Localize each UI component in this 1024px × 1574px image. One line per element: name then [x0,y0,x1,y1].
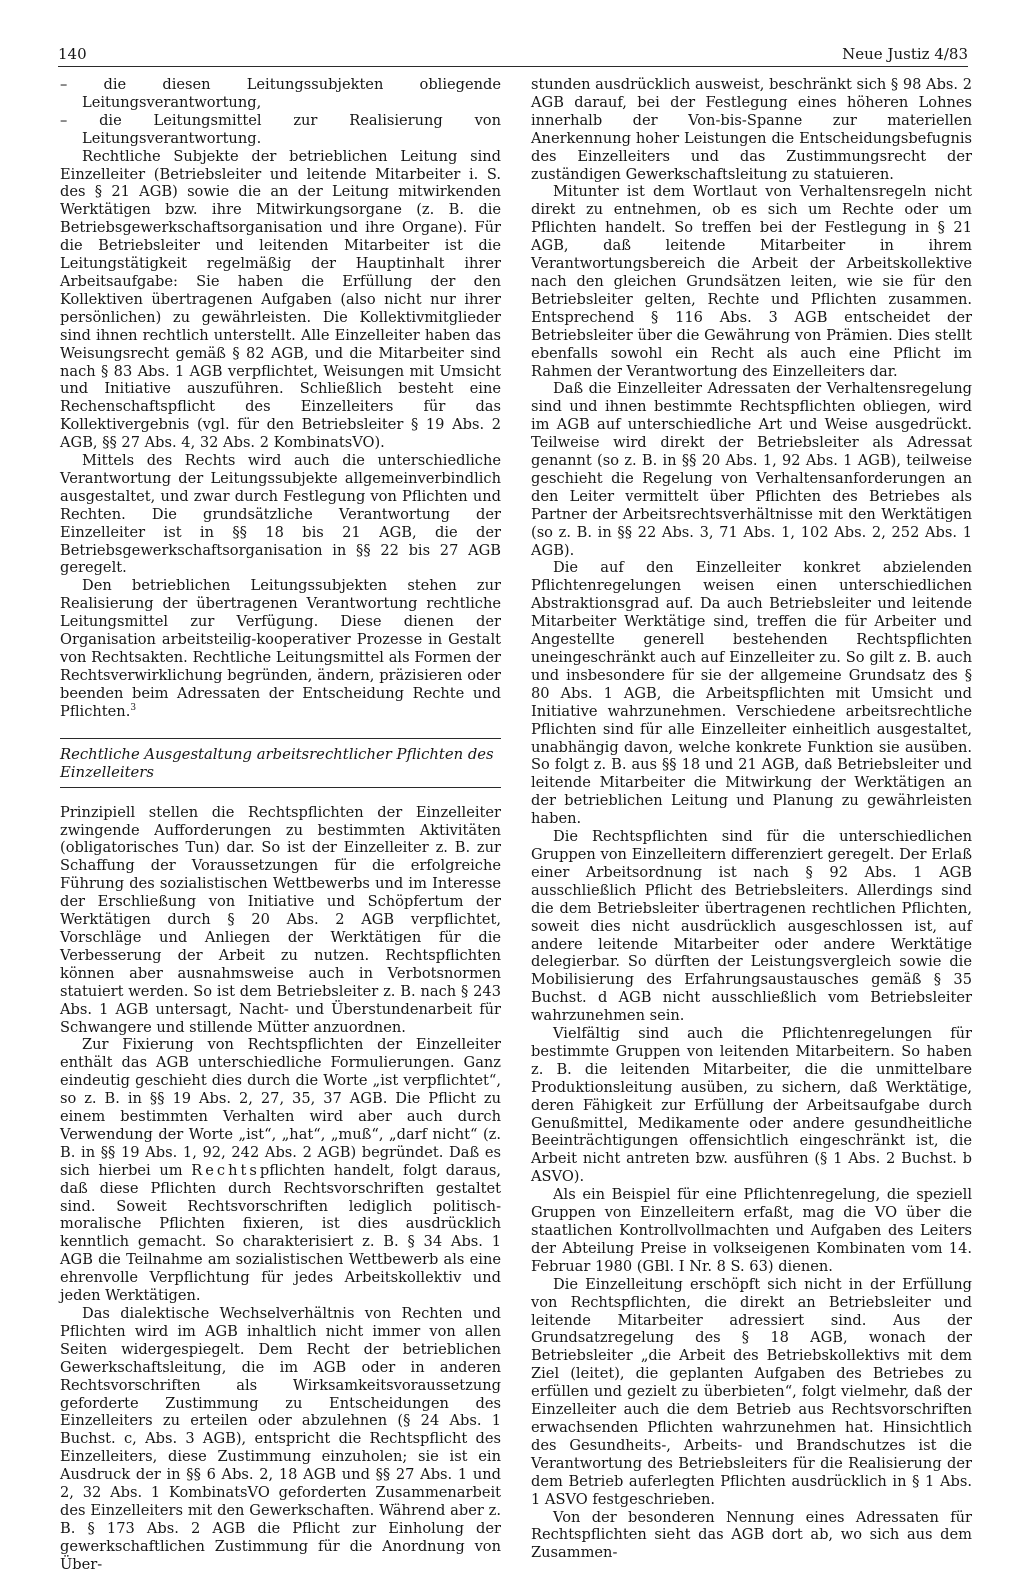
paragraph: Rechtliche Subjekte der betrieblichen Leitung sind Einzelleiter (Betriebsleiter und leitende Mitarbeiter i. S. des § 21 AGB) sowie die an der Leitung mitwirkenden Werktätigen bzw. ihre Mitwirkungsorgane (z. B. die Betriebsgewerkschaftsorganisation und ihre Organe). Für die Betriebsleiter und leitenden Mitarbeiter ist die Leitungstätigkeit regelmäßig der Hauptinhalt ihrer Arbeitsaufgabe: Sie haben die Erfüllung der den Kollektiven übertragenen Aufgaben (also nicht nur ihrer persönlichen) zu gewährleisten. Die Kollektivmitglieder sind ihnen rechtlich unterstellt. Alle Einzelleiter haben das Weisungsrecht gemäß § 82 AGB, und die Mitarbeiter sind nach § 83 Abs. 1 AGB verpflichtet, Weisungen mit Umsicht und Initiative auszuführen. Schließlich besteht eine Rechenschaftspflicht des Einzelleiters für das Kollektivergebnis (vgl. für den Betriebsleiter § 19 Abs. 2 AGB, §§ 27 Abs. 4, 32 Abs. 2 KombinatsVO). [60,147,501,452]
paragraph: Als ein Beispiel für eine Pflichtenregelung, die speziell Gruppen von Einzelleitern erfaßt, mag die VO über die staatlichen Kontrollvollmachten und Aufgaben des Leiters der Abteilung Preise in volkseigenen Kombinaten vom 14. Februar 1980 (GBl. I Nr. 8 S. 63) dienen. [531,1186,972,1275]
journal-issue: Neue Justiz 4/83 [842,45,968,63]
paragraph [60,1036,501,1305]
paragraph: Mittels des Rechts wird auch die unterschiedliche Verantwortung der Leitungssubjekte allgemeinverbindlich ausgestaltet, und zwar durch Festlegung von Pflichten und Rechten. Die grundsätzliche Verantwortung der Einzelleiter ist in §§ 18 bis 21 AGB, die der Betriebsgewerkschaftsorganisation in §§ 22 bis 27 AGB geregelt. [60,452,501,577]
left-column [60,76,501,1574]
paragraph-text: Den betrieblichen Leitungssubjekten stehen zur Realisierung der übertragenen Verantwortung rechtliche Leitungsmittel zur Verfügung. Diese dienen der Organisation arbeitsteilig-kooperativer Prozesse in Gestalt von Rechtsakten. Rechtliche Leitungsmittel als Formen der Rechtsverwirklichung begründen, ändern, präzisieren oder beenden beim Adressaten der Entscheidung Rechte und Pflichten. [60,577,501,720]
right-column [531,76,972,1562]
page-number: 140 [58,45,87,63]
dash-item: – die Leitungsmittel zur Realisierung von Leitungsverantwortung. [60,111,501,147]
dash-item: – die diesen Leitungssubjekten obliegende Leitungsverantwortung, [60,76,501,111]
section-heading: Rechtliche Ausgestaltung arbeitsrechtlicher Pflichten des Einzelleiters [60,738,501,788]
spaced-emphasis: Rechts [191,1161,260,1179]
paragraph: Mitunter ist dem Wortlaut von Verhaltensregeln nicht direkt zu entnehmen, ob es sich um Rechte oder um Pflichten handelt. So treffen bei der Festlegung in § 21 AGB, daß leitende Mitarbeiter in ihrem Verantwortungsbereich die Arbeit der Arbeitskollektive nach den gleichen Grundsätzen leiten, wie sie für den Betriebsleiter gelten, Rechte und Pflichten zusammen. Entsprechend § 116 Abs. 3 AGB entscheidet der Betriebsleiter über die Gewährung von Prämien. Dies stellt ebenfalls sowohl ein Recht als auch eine Pflicht im Rahmen der Verantwortung des Einzelleiters dar. [531,183,972,380]
paragraph-text: Zur Fixierung von Rechtspflichten der Einzelleiter enthält das AGB unterschiedliche Formulierungen. Ganz eindeutig geschieht dies durch die Worte „ist verpflichtet“, so z. B. in §§ 19 Abs. 2, 27, 35, 37 AGB. Die Pflicht zu einem bestimmten Verhalten wird aber auch durch Verwendung der Worte „ist“, „hat“, „muß“, „darf nicht“ (z. B. in §§ 19 Abs. 1, 92, 242 Abs. 2 AGB) begründet. Daß es sich hierbei um [60,1036,501,1179]
paragraph: Die Rechtspflichten sind für die unterschiedlichen Gruppen von Einzelleitern differenziert geregelt. Der Erlaß einer Arbeitsordnung ist nach § 92 Abs. 1 AGB ausschließlich Pflicht des Betriebsleiters. Allerdings sind die dem Betriebsleiter übertragenen rechtlichen Pflichten, soweit dies nicht ausdrücklich ausgeschlossen ist, auf andere leitende Mitarbeiter oder andere Werktätige delegierbar. So dürften der Leistungsvergleich sowie die Mobilisierung des Erfahrungsaustausches gemäß § 35 Buchst. d AGB nicht ausschließlich vom Betriebsleiter wahrzunehmen sein. [531,828,972,1025]
paragraph: Die Einzelleitung erschöpft sich nicht in der Erfüllung von Rechtspflichten, die direkt an Betriebsleiter und leitende Mitarbeiter adressiert sind. Aus der Grundsatzregelung des § 18 AGB, wonach der Betriebsleiter „die Arbeit des Betriebskollektivs mit dem Ziel (leitet), die geplanten Aufgaben des Betriebes zu erfüllen und gezielt zu überbieten“, folgt vielmehr, daß der Einzelleiter auch die dem Betrieb aus Rechtsvorschriften erwachsenden Pflichten wahrzunehmen hat. Hinsichtlich des Gesundheits-, Arbeits- und Brandschutzes ist die Verantwortung des Betriebsleiters für die Realisierung der dem Betrieb auferlegten Pflichten ausdrücklich in § 1 Abs. 1 ASVO festgeschrieben. [531,1275,972,1508]
paragraph: Daß die Einzelleiter Adressaten der Verhaltensregelung sind und ihnen bestimmte Rechtspflichten obliegen, wird im AGB auf unterschiedliche Art und Weise ausgedrückt. Teilweise wird direkt der Betriebsleiter als Adressat genannt (so z. B. in §§ 20 Abs. 1, 92 Abs. 1 AGB), teilweise geschieht die Regelung von Verhaltensanforderungen an den Leiter vermittelt über Pflichten des Betriebes als Partner der Arbeitsrechtsverhältnisse mit den Werktätigen (so z. B. in §§ 22 Abs. 3, 71 Abs. 1, 102 Abs. 2, 252 Abs. 1 AGB). [531,380,972,559]
paragraph: Von der besonderen Nennung eines Adressaten für Rechtspflichten sieht das AGB dort ab, wo sich aus dem Zusammen- [531,1508,972,1562]
paragraph: Vielfältig sind auch die Pflichtenregelungen für bestimmte Gruppen von leitenden Mitarbeitern. So haben z. B. die leitenden Mitarbeiter, die die unmittelbare Produktionsleitung ausüben, zu sichern, daß Werktätige, deren Fähigkeit zur Erfüllung der Arbeitsaufgabe durch Genußmittel, Medikamente oder andere gesundheitliche Beeinträchtigungen offensichtlich eingeschränkt ist, die Arbeit nicht antreten bzw. ausführen (§ 1 Abs. 2 Buchst. b ASVO). [531,1025,972,1186]
paragraph: Prinzipiell stellen die Rechtspflichten der Einzelleiter zwingende Aufforderungen zu bestimmten Aktivitäten (obligatorisches Tun) dar. So ist der Einzelleiter z. B. zur Schaffung der Voraussetzungen für die erfolgreiche Führung des sozialistischen Wettbewerbs und im Interesse der Erschließung von Initiative und Schöpfertum der Werktätigen durch § 20 Abs. 2 AGB verpflichtet, Vorschläge und Anliegen der Werktätigen für die Verbesserung der Arbeit zu nutzen. Rechtspflichten können aber ausnahmsweise auch in Verbotsnormen statuiert werden. So ist dem Betriebsleiter z. B. nach § 243 Abs. 1 AGB untersagt, Nacht- und Überstundenarbeit für Schwangere und stillende Mütter anzuordnen. [60,803,501,1036]
page-header [58,44,968,67]
paragraph: stunden ausdrücklich ausweist, beschränkt sich § 98 Abs. 2 AGB darauf, bei der Festlegung eines höheren Lohnes innerhalb der Von-bis-Spanne zur materiellen Anerkennung hoher Leistungen die Entscheidungsbefugnis des Einzelleiters und das Zustimmungsrecht der zuständigen Gewerkschaftsleitung zu statuieren. [531,76,972,183]
footnote-marker: 3 [130,702,137,713]
paragraph: Das dialektische Wechselverhältnis von Rechten und Pflichten wird im AGB inhaltlich nicht immer von allen Seiten widergespiegelt. Dem Recht der betrieblichen Gewerkschaftsleitung, die im AGB oder in anderen Rechtsvorschriften als Wirksamkeitsvoraussetzung geforderte Zustimmung zu Entscheidungen des Einzelleiters zu erteilen oder abzulehnen (§ 24 Abs. 1 Buchst. c, Abs. 3 AGB), entspricht die Rechtspflicht des Einzelleiters, diese Zustimmung einzuholen; sie ist ein Ausdruck der in §§ 6 Abs. 2, 18 AGB und §§ 27 Abs. 1 und 2, 32 Abs. 1 KombinatsVO geforderten Zusammenarbeit des Einzelleiters mit den Gewerkschaften. Während aber z. B. § 173 Abs. 2 AGB die Pflicht zur Einholung der gewerkschaftlichen Zustimmung für die Anordnung von Über- [60,1305,501,1573]
paragraph [60,577,501,720]
paragraph-text: pflichten handelt, folgt daraus, daß diese Pflichten durch Rechtsvorschriften gestaltet sind. Soweit Rechtsvorschriften lediglich politisch-moralische Pflichten fixieren, ist dies ausdrücklich kenntlich gemacht. So charakterisiert z. B. § 34 Abs. 1 AGB die Teilnahme am sozialistischen Wettbewerb als eine ehrenvolle Verpflichtung für jedes Arbeitskollektiv und jeden Werktätigen. [60,1161,502,1305]
paragraph: Die auf den Einzelleiter konkret abzielenden Pflichtenregelungen weisen einen unterschiedlichen Abstraktionsgrad auf. Da auch Betriebsleiter und leitende Mitarbeiter Werktätige sind, treffen die für Arbeiter und Angestellte generell bestehenden Rechtspflichten uneingeschränkt auch auf Einzelleiter zu. So gilt z. B. auch und insbesondere für sie der allgemeine Grundsatz des § 80 Abs. 1 AGB, die Arbeitspflichten mit Umsicht und Initiative wahrzunehmen. Verschiedene arbeitsrechtliche Pflichten sind für alle Einzelleiter einheitlich ausgestaltet, unabhängig davon, welche konkrete Funktion sie ausüben. So folgt z. B. aus §§ 18 und 21 AGB, daß Betriebsleiter und leitende Mitarbeiter die Mitwirkung der Werktätigen an der betrieblichen Leitung und Planung zu gewährleisten haben. [531,559,972,828]
